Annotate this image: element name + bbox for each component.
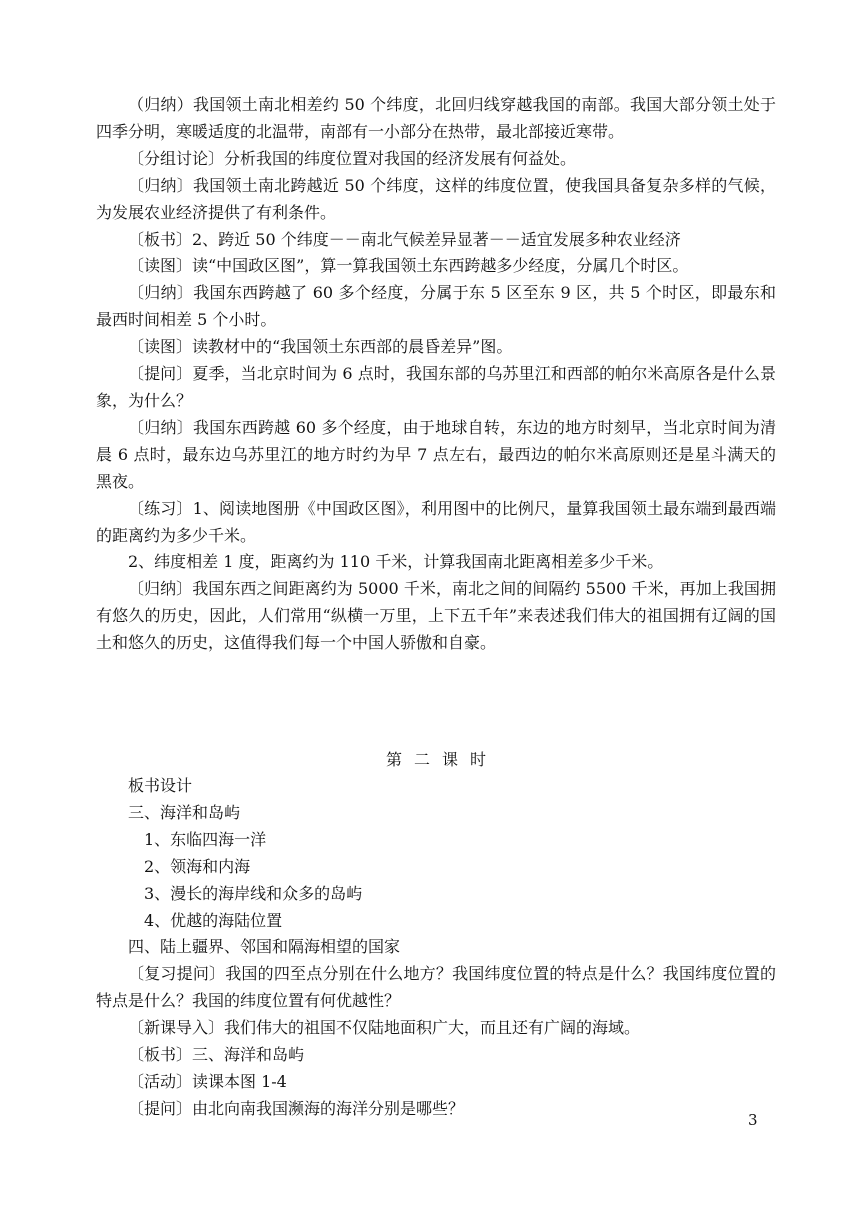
paragraph-review-question: 〔复习提问〕我国的四至点分别在什么地方？我国纬度位置的特点是什么？我国纬度位置的特点是什么？我国的纬度位置有何优越性？ — [96, 964, 776, 1011]
outline-item: 1、东临四海一洋 — [144, 829, 267, 849]
lesson-title: 第二课时 — [385, 750, 498, 769]
paragraph-group-discussion: 〔分组讨论〕分析我国的纬度位置对我国的经济发展有何益处。 — [128, 148, 577, 168]
outline-item: 2、领海和内海 — [144, 856, 251, 876]
lesson-two-notes — [96, 746, 776, 1123]
paragraph-summary-climate: 〔归纳〕我国领土南北跨越近 50 个纬度，这样的纬度位置，使我国具备复杂多样的气候，为发展农业经济提供了有利条件。 — [96, 175, 776, 222]
paragraph-summary-distance: 〔归纳〕我国东西之间距离约为 5000 千米，南北之间的间隔约 5500 千米，再加上我国拥有悠久的历史，因此，人们常用“纵横一万里，上下五千年”来表述我们伟大的祖国拥有辽阔的国土和悠久的历史，这值得我们每一个中国人骄傲和自豪。 — [96, 579, 776, 653]
outline-item: 4、优越的海陆位置 — [144, 910, 283, 930]
paragraph-exercise-2: 2、纬度相差 1 度，距离约为 110 千米，计算我国南北距离相差多少千米。 — [128, 552, 664, 572]
paragraph-summary-rotation: 〔归纳〕我国东西跨越 60 多个经度，由于地球自转，东边的地方时刻早，当北京时间为清晨 6 点时，最东边乌苏里江的地方时约为早 7 点左右，最西边的帕尔米高原则还是星斗满天的黑夜。 — [96, 417, 776, 491]
paragraph-question-2: 〔提问〕由北向南我国濒海的海洋分别是哪些？ — [128, 1098, 465, 1118]
board-design-label: 板书设计 — [128, 776, 193, 795]
paragraph-map-reading-dawn: 〔读图〕读教材中的“我国领土东西部的晨昏差异”图。 — [128, 337, 513, 357]
outline-heading-3: 三、海洋和岛屿 — [128, 802, 241, 822]
lesson-one-notes — [96, 92, 776, 657]
paragraph-question: 〔提问〕夏季，当北京时间为 6 点时，我国东部的乌苏里江和西部的帕尔米高原各是什么景象，为什么？ — [96, 364, 776, 410]
paragraph-summary-latitude: （归纳）我国领土南北相差约 50 个纬度，北回归线穿越我国的南部。我国大部分领土处于四季分明，寒暖适度的北温带，南部有一小部分在热带，最北部接近寒带。 — [96, 95, 776, 141]
outline-heading-4: 四、陆上疆界、邻国和隔海相望的国家 — [128, 937, 401, 957]
outline-item: 3、漫长的海岸线和众多的岛屿 — [144, 883, 363, 903]
paragraph-activity: 〔活动〕读课本图 1-4 — [128, 1071, 287, 1091]
page-number: 3 — [748, 1111, 758, 1129]
paragraph-map-reading: 〔读图〕读“中国政区图”，算一算我国领土东西跨越多少经度，分属几个时区。 — [128, 256, 689, 276]
paragraph-board-note: 〔板书〕2、跨近 50 个纬度－－南北气候差异显著－－适宜发展多种农业经济 — [128, 229, 681, 249]
paragraph-new-lesson-intro: 〔新课导入〕我们伟大的祖国不仅陆地面积广大，而且还有广阔的海域。 — [128, 1018, 641, 1038]
paragraph-summary-time-zones: 〔归纳〕我国东西跨越了 60 多个经度，分属于东 5 区至东 9 区，共 5 个时区，即最东和最西时间相差 5 个小时。 — [96, 283, 776, 330]
paragraph-board-note-2: 〔板书〕三、海洋和岛屿 — [128, 1045, 305, 1065]
paragraph-exercise-1: 〔练习〕1、阅读地图册《中国政区图》，利用图中的比例尺，量算我国领土最东端到最西端的距离约为多少千米。 — [96, 498, 776, 545]
